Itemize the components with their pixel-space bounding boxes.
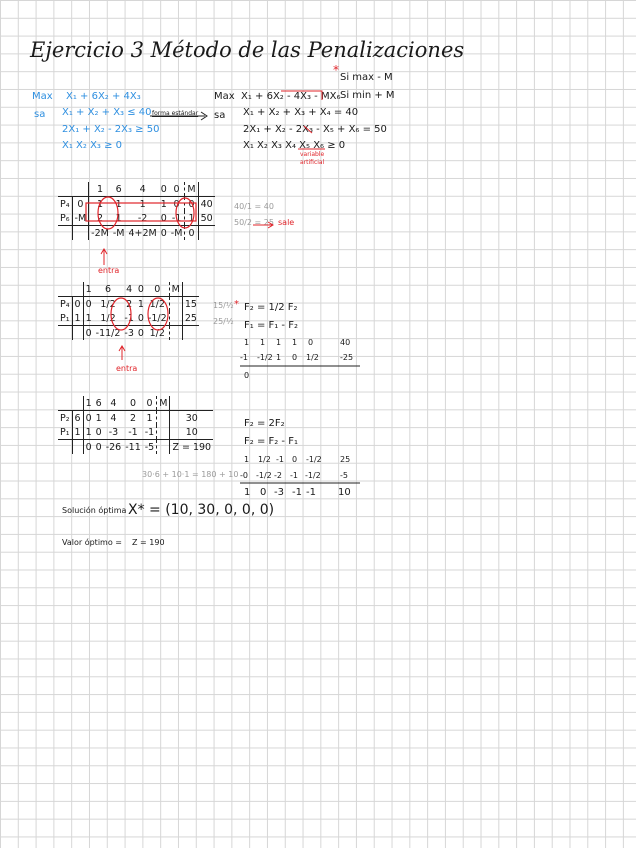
pivot-column-circle xyxy=(98,197,118,229)
standard-objective: X₁ + 6X₂ - 4X₃ - MX₆ xyxy=(241,91,341,102)
calc-value: 10 xyxy=(338,487,351,498)
cb-cell: -M xyxy=(72,211,89,226)
calc-value: -1/2 xyxy=(306,455,322,464)
solution-vector: X* = (10, 30, 0, 0, 0) xyxy=(128,502,275,518)
rhs-cell: 10 xyxy=(170,425,213,440)
calc-value: 1 xyxy=(244,338,250,347)
standard-constraint-1: X₁ + X₂ + X₃ + X₄ = 40 xyxy=(243,107,359,118)
calc-value: -1 xyxy=(306,487,316,498)
value-cell: -1 xyxy=(123,425,143,440)
calc-value: -0 xyxy=(240,471,248,480)
ratio-text: 40/1 = 40 xyxy=(234,202,274,211)
z-cell: -M xyxy=(170,227,183,239)
calc-value: 1 xyxy=(244,487,251,498)
z-cell: 0 xyxy=(95,441,102,453)
calc-value: -1/2 xyxy=(305,471,321,480)
z-cell: -M xyxy=(112,227,125,239)
artificial-note-line2: artificial xyxy=(300,159,325,166)
base-cell: P₁ xyxy=(58,425,72,440)
calc-value: 0 xyxy=(292,353,298,362)
z-cell: 0 xyxy=(160,227,167,239)
rhs-cell: 30 xyxy=(170,411,213,426)
ratio-text: 15/½ xyxy=(213,301,234,310)
calc-value: -3 xyxy=(274,487,284,498)
header-cell: 0 xyxy=(173,183,180,195)
header-cell: 1 xyxy=(89,182,111,197)
value-cell: 0 xyxy=(160,212,167,224)
header-cell: 4 xyxy=(126,283,133,295)
cb-cell: 0 xyxy=(72,297,83,312)
base-cell: P₄ xyxy=(58,197,72,212)
calc-value: 0 xyxy=(308,338,314,347)
z-cell: 0 xyxy=(83,326,94,341)
calc-value: -1 xyxy=(292,487,302,498)
standard-max-label: Max xyxy=(214,91,235,102)
header-cell: 0 xyxy=(137,283,144,295)
rule-min: Si min + M xyxy=(340,90,395,101)
z-cell: -3 xyxy=(124,327,134,339)
value-cell: 1 xyxy=(111,211,127,226)
value-cell: -1/2 xyxy=(146,311,169,326)
header-cell: M xyxy=(157,396,170,411)
original-max-label: Max xyxy=(32,91,53,102)
row-operation: F₂ = 2F₂ xyxy=(244,418,285,429)
pivot-column-circle xyxy=(111,298,131,330)
header-cell: 6 xyxy=(105,283,112,295)
ratio-text: 25/½ xyxy=(213,317,234,326)
calc-value: -1 xyxy=(240,353,248,362)
value-cell: -1 xyxy=(169,211,185,226)
calc-value: 1 xyxy=(244,455,250,464)
enters-label: entra xyxy=(116,364,138,373)
value-cell: 1/2 xyxy=(146,297,169,312)
header-cell: 6 xyxy=(115,183,122,195)
value-cell: 0 xyxy=(83,297,94,312)
header-cell: 1 xyxy=(83,396,94,411)
rhs-cell: 25 xyxy=(182,311,199,326)
calc-value: 0 xyxy=(244,371,250,380)
z-value-cell: Z = 190 xyxy=(170,440,213,455)
standard-constraint-2: 2X₁ + X₂ - 2X₃ - X₅ + X₆ = 50 xyxy=(243,124,387,135)
optimal-value-label: Valor óptimo = xyxy=(62,538,122,547)
original-objective: X₁ + 6X₂ + 4X₃ xyxy=(66,91,141,102)
asterisk-icon: * xyxy=(234,299,239,310)
base-cell: P₁ xyxy=(58,311,72,326)
header-cell: 0 xyxy=(129,397,136,409)
leaves-label: sale xyxy=(278,218,295,227)
cb-cell: 1 xyxy=(72,425,83,440)
calc-value: -1/2 xyxy=(257,353,273,362)
value-cell: 1 xyxy=(111,197,127,212)
z-cell: -26 xyxy=(105,441,122,453)
value-cell: 1 xyxy=(95,412,102,424)
cb-cell: 0 xyxy=(72,197,89,212)
z-cell: -2M xyxy=(89,226,111,241)
standard-constraint-3: X₁ X₂ X₃ X₄ X₅ X₆ ≥ 0 xyxy=(243,140,346,151)
penalty-mark xyxy=(281,91,322,100)
value-cell: 1 xyxy=(83,311,94,326)
optimal-value: Z = 190 xyxy=(132,538,165,547)
header-cell: M xyxy=(185,182,198,197)
header-cell: 4 xyxy=(110,397,117,409)
rule-max: Si max - M xyxy=(340,72,393,83)
calc-value: 40 xyxy=(340,338,351,347)
value-cell: 1 xyxy=(83,425,94,440)
row-operation: F₂ = 1/2 F₂ xyxy=(244,302,298,313)
calc-value: 1 xyxy=(292,338,298,347)
cb-cell: 6 xyxy=(72,411,83,426)
row-operation: F₁ = F₁ - F₂ xyxy=(244,320,298,331)
pivot-highlight xyxy=(86,203,196,221)
standard-sa-label: sa xyxy=(214,110,226,121)
base-cell: P₂ xyxy=(58,411,72,426)
ratio-text: 50/2 = 25 xyxy=(234,218,274,227)
header-cell: M xyxy=(169,282,182,297)
value-cell: 0 xyxy=(169,197,185,212)
rhs-cell: 15 xyxy=(182,297,199,312)
value-cell: 0 xyxy=(95,426,102,438)
z-cell: 1/2 xyxy=(149,327,165,339)
value-cell: 4 xyxy=(104,411,124,426)
z-cell: -11/2 xyxy=(95,327,121,339)
solution-label: Solución óptima xyxy=(62,506,127,515)
calc-value: -1 xyxy=(276,455,284,464)
calc-value: 0 xyxy=(292,455,298,464)
value-cell: -2 xyxy=(126,211,158,226)
page-title: Ejercicio 3 Método de las Penalizaciones xyxy=(30,38,465,62)
calc-value: -1 xyxy=(290,471,298,480)
value-cell: -1 xyxy=(143,425,157,440)
original-constraint-2: 2X₁ + X₂ - 2X₃ ≥ 50 xyxy=(62,124,160,135)
check-text: 30·6 + 10·1 = 180 + 10 xyxy=(142,470,239,479)
header-cell: 0 xyxy=(146,397,153,409)
pivot-circle xyxy=(148,298,168,330)
header-cell: 4 xyxy=(139,183,146,195)
base-cell: P₄ xyxy=(58,297,72,312)
calc-value: 25 xyxy=(340,455,351,464)
artificial-mark xyxy=(304,126,312,133)
row-operation: F₂ = F₂ - F₁ xyxy=(244,436,298,447)
calc-value: 1 xyxy=(260,338,266,347)
calc-value: 1/2 xyxy=(258,455,271,464)
calc-value: 1/2 xyxy=(306,353,319,362)
value-cell: 1 xyxy=(185,211,198,226)
value-cell: 1 xyxy=(89,197,111,212)
artificial-note-line1: variable xyxy=(300,151,325,158)
z-cell: -11 xyxy=(125,441,141,453)
calc-value: 1 xyxy=(276,353,282,362)
rhs-cell: 40 xyxy=(198,197,215,212)
value-cell: 1/2 xyxy=(94,311,123,326)
value-cell: 1/2 xyxy=(94,297,123,312)
base-cell: P₆ xyxy=(58,211,72,226)
value-cell: 1 xyxy=(126,197,158,212)
value-cell: 0 xyxy=(185,197,198,212)
header-cell: 0 xyxy=(154,283,161,295)
z-cell: 0 xyxy=(185,226,198,241)
cb-cell: 1 xyxy=(72,311,83,326)
value-cell: 1 xyxy=(137,298,144,310)
original-constraint-3: X₁ X₂ X₃ ≥ 0 xyxy=(62,140,123,151)
value-cell: -1 xyxy=(124,312,134,324)
z-cell: 0 xyxy=(137,327,144,339)
calc-value: 1 xyxy=(276,338,282,347)
calc-value: -2 xyxy=(274,471,282,480)
calc-value: -1/2 xyxy=(256,471,272,480)
value-cell: 2 xyxy=(89,211,111,226)
value-cell: 0 xyxy=(83,411,94,426)
enters-label: entra xyxy=(98,266,120,275)
header-cell: 0 xyxy=(160,183,167,195)
rhs-cell: 50 xyxy=(198,211,215,226)
value-cell: 2 xyxy=(122,297,135,312)
value-cell: 1 xyxy=(160,198,167,210)
value-cell: 0 xyxy=(137,312,144,324)
value-cell: 1 xyxy=(143,411,157,426)
z-cell: 4+2M xyxy=(128,227,157,239)
calc-value: 0 xyxy=(260,487,267,498)
calc-value: -5 xyxy=(340,471,348,480)
original-constraint-1: X₁ + X₂ + X₃ ≤ 40 xyxy=(62,107,152,118)
asterisk-icon: * xyxy=(333,63,339,77)
calc-value: -25 xyxy=(340,353,354,362)
header-cell: 1 xyxy=(83,282,94,297)
value-cell: -3 xyxy=(104,425,124,440)
value-cell: 2 xyxy=(123,411,143,426)
header-cell: 6 xyxy=(95,397,102,409)
standard-form-arrow-label: forma estándar xyxy=(152,110,199,117)
z-cell: -5 xyxy=(144,441,155,453)
original-sa-label: sa xyxy=(34,109,46,120)
z-cell: 0 xyxy=(83,440,94,455)
